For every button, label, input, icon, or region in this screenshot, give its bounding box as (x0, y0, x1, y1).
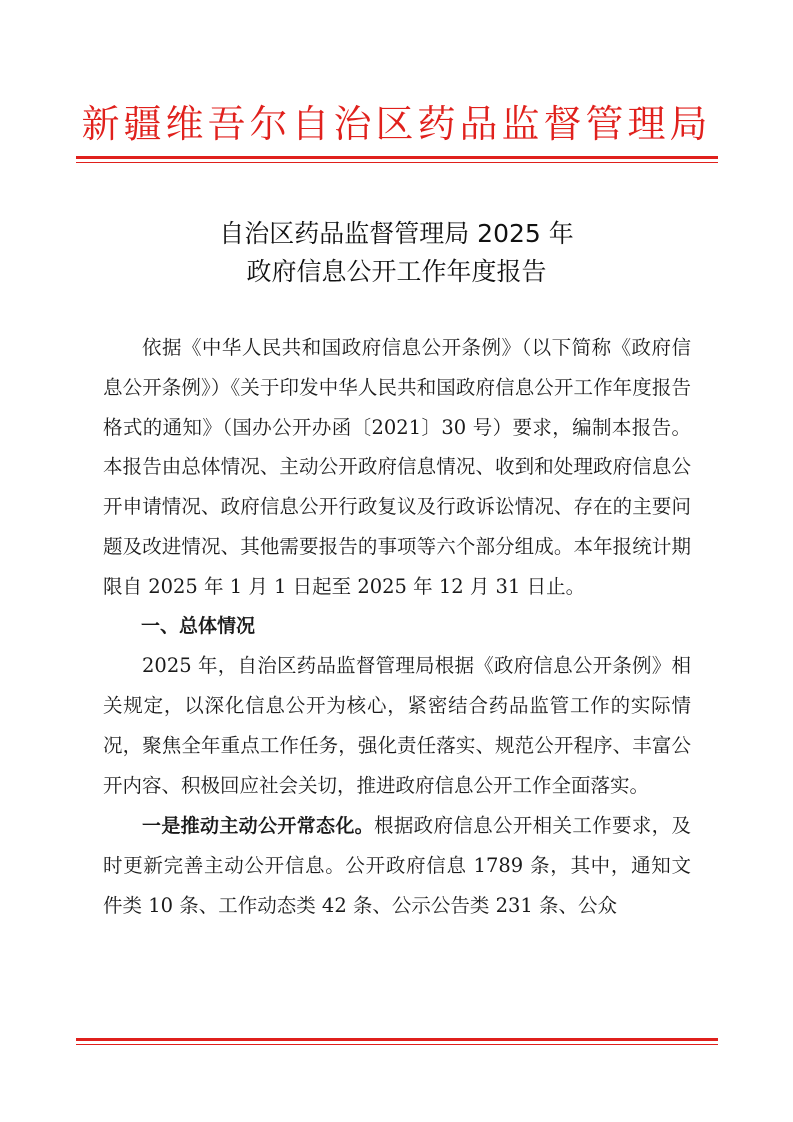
section-heading-overview: 一、总体情况 (141, 614, 256, 637)
footer-rule-thick (76, 1038, 718, 1041)
intro-paragraph: 依据《中华人民共和国政府信息公开条例》（以下简称《政府信息公开条例》）《关于印发中华人民共和国政府信息公开工作年度报告格式的通知》（国办公开办函〔2021〕30 号）要求，编制本报告。本报告由总体情况、主动公开政府信息情况、收到和处理政府信息公开申请情况、政府信息公开行政复议及行政诉讼情况、存在的主要问题及改进情况、其他需要报告的事项等六个部分组成。本年报统计期限自 2025 年 1 月 1 日起至 2025 年 12 月 31 日止。 (103, 336, 691, 598)
report-title-line-2: 政府信息公开工作年度报告 (246, 257, 547, 286)
report-title-line-1: 自治区药品监督管理局 2025 年 (219, 219, 574, 248)
footer-rule-thin (76, 1044, 718, 1045)
masthead-title: 新疆维吾尔自治区药品监督管理局 (81, 102, 712, 146)
item-1-text: 根据政府信息公开相关工作要求，及时更新完善主动公开信息。公开政府信息 1789 条，其中，通知文件类 10 条、工作动态类 42 条、公示公告类 231 条、公众 (103, 813, 691, 918)
item-1-paragraph (103, 806, 691, 926)
report-body (103, 328, 691, 926)
masthead-rule-thin (76, 162, 718, 163)
item-1-lead: 一是推动主动公开常态化。 (142, 814, 374, 837)
overview-paragraph: 2025 年，自治区药品监督管理局根据《政府信息公开条例》相关规定，以深化信息公开为核心，紧密结合药品监管工作的实际情况，聚焦全年重点工作任务，强化责任落实、规范公开程序、丰富公开内容、积极回应社会关切，推进政府信息公开工作全面落实。 (103, 654, 691, 797)
masthead-rule-thick (76, 156, 718, 159)
